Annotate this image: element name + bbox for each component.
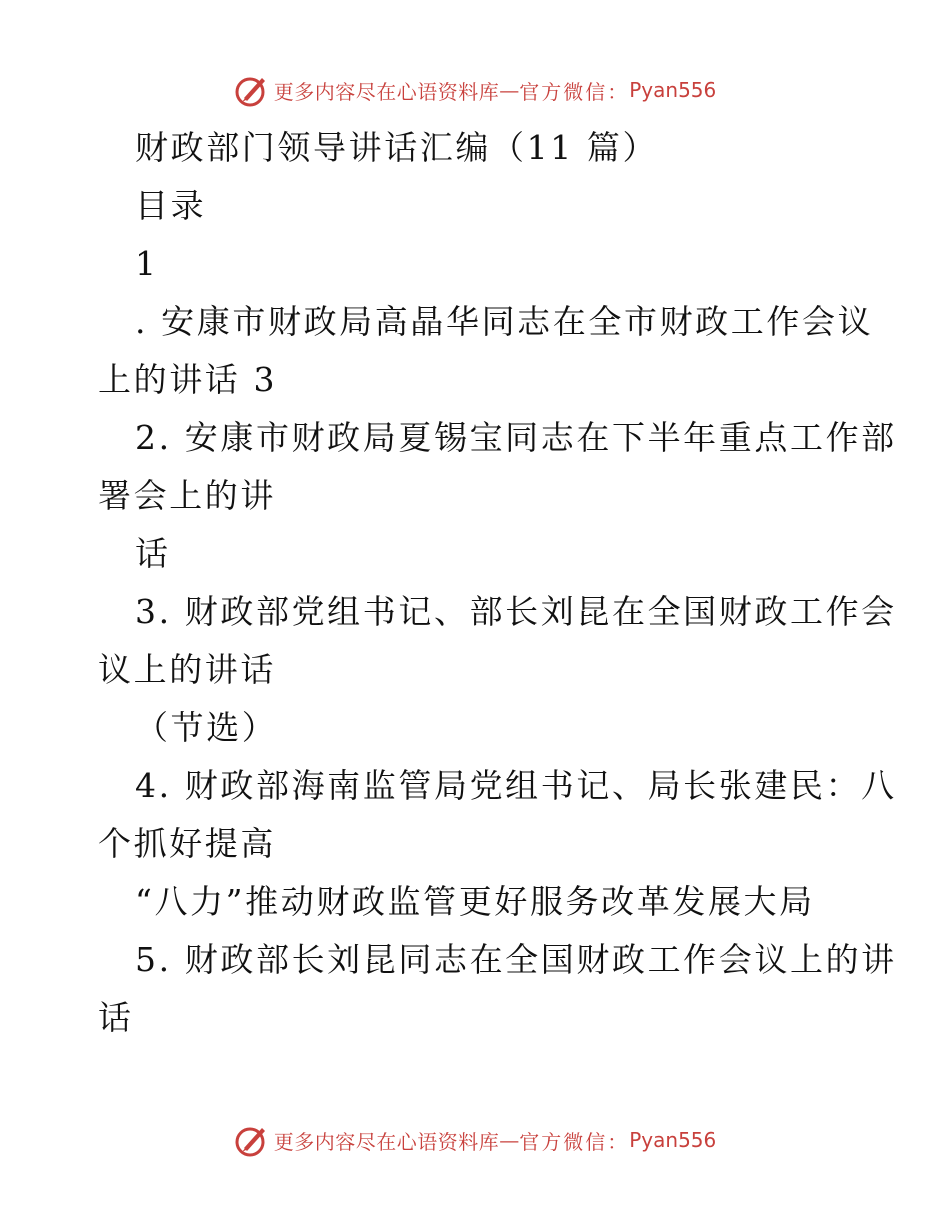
toc-line: 4. 财政部海南监管局党组书记、局长张建民：八 bbox=[135, 766, 897, 805]
watermark-brand: 更多内容尽在心语资料库 bbox=[273, 79, 500, 104]
toc-line: 议上的讲话 bbox=[98, 650, 276, 689]
watermark-wechat-id: Pyan556 bbox=[629, 1128, 717, 1152]
watermark-official-label: 官方微信： bbox=[519, 1129, 630, 1154]
quill-pen-logo-icon bbox=[234, 1122, 270, 1158]
toc-line: . 安康市财政局高晶华同志在全市财政工作会议 bbox=[135, 302, 874, 341]
toc-line: （节选） bbox=[135, 708, 278, 747]
watermark-dash: — bbox=[499, 78, 520, 102]
toc-line: “八力”推动财政监管更好服务改革发展大局 bbox=[135, 882, 815, 921]
watermark-header bbox=[0, 70, 950, 110]
toc-line: 上的讲话 3 bbox=[98, 360, 278, 399]
toc-line: 话 bbox=[98, 998, 134, 1037]
toc-line: 署会上的讲 bbox=[98, 476, 276, 515]
quill-pen-logo-icon bbox=[234, 72, 270, 108]
toc-line: 1 bbox=[135, 244, 159, 283]
watermark-dash: — bbox=[499, 1128, 520, 1152]
watermark-footer bbox=[0, 1120, 950, 1160]
watermark-wechat-id: Pyan556 bbox=[629, 78, 717, 102]
watermark-brand: 更多内容尽在心语资料库 bbox=[273, 1129, 500, 1154]
document-title: 财政部门领导讲话汇编（11 篇） bbox=[135, 128, 659, 167]
toc-line: 2. 安康市财政局夏锡宝同志在下半年重点工作部 bbox=[135, 418, 897, 457]
toc-heading: 目录 bbox=[135, 186, 207, 225]
toc-line: 个抓好提高 bbox=[98, 824, 276, 863]
toc-line: 3. 财政部党组书记、部长刘昆在全国财政工作会 bbox=[135, 592, 897, 631]
toc-line: 话 bbox=[135, 534, 171, 573]
toc-line: 5. 财政部长刘昆同志在全国财政工作会议上的讲 bbox=[135, 940, 897, 979]
watermark-official-label: 官方微信： bbox=[519, 79, 630, 104]
